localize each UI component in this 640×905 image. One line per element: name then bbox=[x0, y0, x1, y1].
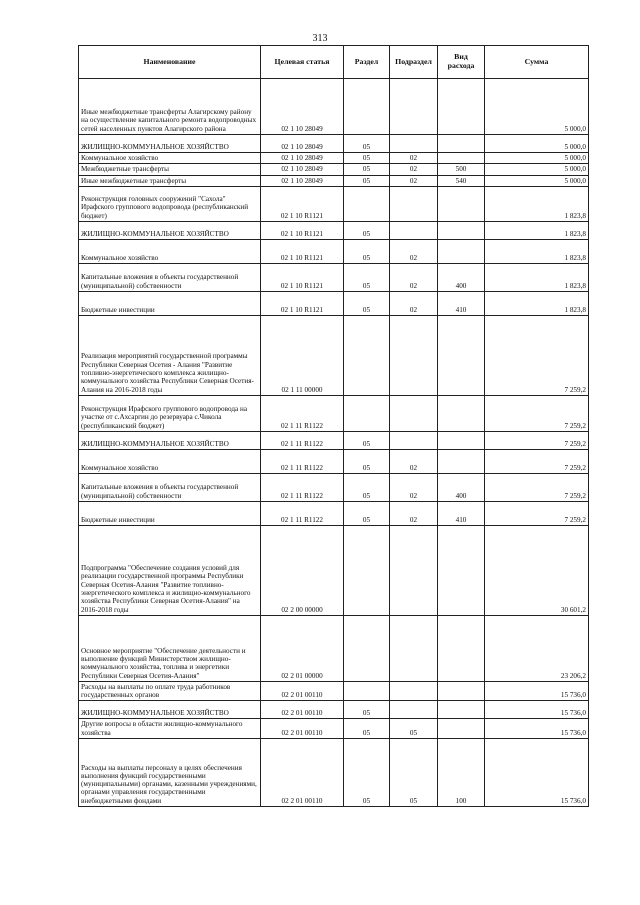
table-row bbox=[79, 175, 589, 186]
table-row bbox=[79, 681, 589, 701]
cell-type: 500 bbox=[438, 164, 485, 175]
cell-section: 05 bbox=[344, 449, 390, 473]
header-section: Раздел bbox=[344, 46, 390, 79]
cell-target: 02 2 01 00110 bbox=[261, 701, 344, 719]
table-row bbox=[79, 431, 589, 449]
cell-sum: 5 000,0 bbox=[485, 79, 589, 135]
cell-target: 02 2 01 00110 bbox=[261, 681, 344, 701]
cell-subsection: 05 bbox=[390, 719, 438, 739]
cell-subsection: 02 bbox=[390, 164, 438, 175]
table-row bbox=[79, 615, 589, 681]
cell-name: Бюджетные инвестиции bbox=[79, 501, 261, 525]
cell-target: 02 1 11 R1122 bbox=[261, 501, 344, 525]
header-sum: Сумма bbox=[485, 46, 589, 79]
header-name: Наименование bbox=[79, 46, 261, 79]
cell-type bbox=[438, 431, 485, 449]
cell-subsection bbox=[390, 431, 438, 449]
cell-type: 540 bbox=[438, 175, 485, 186]
cell-subsection bbox=[390, 186, 438, 221]
cell-target: 02 1 11 00000 bbox=[261, 315, 344, 395]
cell-target: 02 2 01 00110 bbox=[261, 738, 344, 806]
cell-sum: 15 736,0 bbox=[485, 701, 589, 719]
table-row bbox=[79, 473, 589, 501]
cell-name: Реконструкция Ирафского группового водопровода на участке от с.Ахсаргин до резервуара с.Чикола (республиканский бюджет) bbox=[79, 395, 261, 431]
cell-sum: 23 206,2 bbox=[485, 615, 589, 681]
cell-target: 02 1 10 R1121 bbox=[261, 263, 344, 291]
cell-type bbox=[438, 239, 485, 263]
cell-type bbox=[438, 681, 485, 701]
cell-section: 05 bbox=[344, 473, 390, 501]
cell-section: 05 bbox=[344, 291, 390, 315]
cell-name: Коммунальное хозяйство bbox=[79, 449, 261, 473]
cell-sum: 1 823,8 bbox=[485, 291, 589, 315]
cell-target: 02 1 10 R1121 bbox=[261, 291, 344, 315]
cell-subsection bbox=[390, 525, 438, 615]
cell-name: Капитальные вложения в объекты государственной (муниципальной) собственности bbox=[79, 263, 261, 291]
cell-section bbox=[344, 395, 390, 431]
cell-subsection: 02 bbox=[390, 263, 438, 291]
table-row bbox=[79, 153, 589, 164]
cell-target: 02 1 10 R1121 bbox=[261, 239, 344, 263]
cell-sum: 15 736,0 bbox=[485, 738, 589, 806]
cell-sum: 7 259,2 bbox=[485, 501, 589, 525]
cell-sum: 15 736,0 bbox=[485, 681, 589, 701]
cell-subsection bbox=[390, 701, 438, 719]
cell-sum: 5 000,0 bbox=[485, 153, 589, 164]
cell-section bbox=[344, 525, 390, 615]
cell-section: 05 bbox=[344, 239, 390, 263]
cell-sum: 5 000,0 bbox=[485, 135, 589, 153]
table-row bbox=[79, 395, 589, 431]
cell-name: ЖИЛИЩНО-КОММУНАЛЬНОЕ ХОЗЯЙСТВО bbox=[79, 221, 261, 239]
cell-type: 400 bbox=[438, 263, 485, 291]
cell-sum: 7 259,2 bbox=[485, 395, 589, 431]
cell-sum: 5 000,0 bbox=[485, 164, 589, 175]
cell-sum: 7 259,2 bbox=[485, 431, 589, 449]
budget-table bbox=[78, 45, 589, 807]
cell-name: ЖИЛИЩНО-КОММУНАЛЬНОЕ ХОЗЯЙСТВО bbox=[79, 135, 261, 153]
cell-sum: 7 259,2 bbox=[485, 473, 589, 501]
cell-name: Реализация мероприятий государственной программы Республики Северная Осетия - Алания "Развитие топливно-энергетического комплекса жилищно-коммунального хозяйства Республики Северная Осетия-Алания на 2016-2018 годы bbox=[79, 315, 261, 395]
cell-sum: 5 000,0 bbox=[485, 175, 589, 186]
cell-target: 02 2 00 00000 bbox=[261, 525, 344, 615]
cell-sum: 1 823,8 bbox=[485, 221, 589, 239]
table-row bbox=[79, 525, 589, 615]
cell-name: Межбюджетные трансферты bbox=[79, 164, 261, 175]
table-row bbox=[79, 449, 589, 473]
cell-target: 02 1 10 28049 bbox=[261, 153, 344, 164]
cell-type bbox=[438, 186, 485, 221]
cell-target: 02 1 10 28049 bbox=[261, 164, 344, 175]
cell-subsection: 02 bbox=[390, 153, 438, 164]
cell-target: 02 1 10 28049 bbox=[261, 79, 344, 135]
cell-target: 02 1 11 R1122 bbox=[261, 473, 344, 501]
cell-section: 05 bbox=[344, 153, 390, 164]
cell-subsection bbox=[390, 315, 438, 395]
cell-name: Реконструкция головных сооружений "Сахола" Ирафского группового водопровода (республиканский бюджет) bbox=[79, 186, 261, 221]
cell-type bbox=[438, 221, 485, 239]
cell-target: 02 1 10 28049 bbox=[261, 135, 344, 153]
cell-target: 02 1 10 28049 bbox=[261, 175, 344, 186]
cell-type bbox=[438, 719, 485, 739]
cell-type: 100 bbox=[438, 738, 485, 806]
cell-sum: 15 736,0 bbox=[485, 719, 589, 739]
cell-section bbox=[344, 79, 390, 135]
table-row bbox=[79, 738, 589, 806]
cell-section: 05 bbox=[344, 263, 390, 291]
table-body bbox=[79, 79, 589, 807]
cell-type: 410 bbox=[438, 501, 485, 525]
table-row bbox=[79, 263, 589, 291]
cell-subsection: 02 bbox=[390, 291, 438, 315]
cell-name: Основное мероприятие "Обеспечение деятельности и выполнение функций Министерством жилищно-коммунального хозяйства, топлива и энергетики Республики Северная Осетия-Алания" bbox=[79, 615, 261, 681]
cell-sum: 7 259,2 bbox=[485, 315, 589, 395]
cell-name: ЖИЛИЩНО-КОММУНАЛЬНОЕ ХОЗЯЙСТВО bbox=[79, 701, 261, 719]
cell-subsection: 02 bbox=[390, 501, 438, 525]
cell-subsection bbox=[390, 681, 438, 701]
cell-sum: 1 823,8 bbox=[485, 186, 589, 221]
table-row bbox=[79, 135, 589, 153]
cell-name: Другие вопросы в области жилищно-коммунального хозяйства bbox=[79, 719, 261, 739]
cell-sum: 7 259,2 bbox=[485, 449, 589, 473]
cell-target: 02 1 11 R1122 bbox=[261, 431, 344, 449]
table-row bbox=[79, 315, 589, 395]
cell-subsection bbox=[390, 135, 438, 153]
cell-type bbox=[438, 79, 485, 135]
cell-target: 02 1 10 R1121 bbox=[261, 186, 344, 221]
cell-name: Расходы на выплаты по оплате труда работников государственных органов bbox=[79, 681, 261, 701]
cell-section: 05 bbox=[344, 221, 390, 239]
cell-target: 02 2 01 00000 bbox=[261, 615, 344, 681]
cell-section: 05 bbox=[344, 719, 390, 739]
cell-name: Коммунальное хозяйство bbox=[79, 153, 261, 164]
cell-subsection: 02 bbox=[390, 175, 438, 186]
table-row bbox=[79, 221, 589, 239]
cell-subsection: 02 bbox=[390, 473, 438, 501]
cell-type bbox=[438, 315, 485, 395]
cell-section bbox=[344, 186, 390, 221]
table-row bbox=[79, 79, 589, 135]
table-row bbox=[79, 701, 589, 719]
cell-type: 410 bbox=[438, 291, 485, 315]
cell-section: 05 bbox=[344, 164, 390, 175]
cell-subsection bbox=[390, 79, 438, 135]
cell-name: ЖИЛИЩНО-КОММУНАЛЬНОЕ ХОЗЯЙСТВО bbox=[79, 431, 261, 449]
cell-subsection: 02 bbox=[390, 449, 438, 473]
cell-type bbox=[438, 153, 485, 164]
cell-target: 02 1 11 R1122 bbox=[261, 449, 344, 473]
cell-subsection: 05 bbox=[390, 738, 438, 806]
header-target: Целевая статья bbox=[261, 46, 344, 79]
cell-target: 02 1 11 R1122 bbox=[261, 395, 344, 431]
cell-name: Расходы на выплаты персоналу в целях обеспечения выполнения функций государственными (муниципальными) органами, казенными учреждениями, органами управления государственными внебюджетными фондами bbox=[79, 738, 261, 806]
cell-section bbox=[344, 615, 390, 681]
cell-section: 05 bbox=[344, 738, 390, 806]
cell-section: 05 bbox=[344, 501, 390, 525]
cell-sum: 1 823,8 bbox=[485, 239, 589, 263]
cell-type bbox=[438, 615, 485, 681]
cell-subsection: 02 bbox=[390, 239, 438, 263]
cell-subsection bbox=[390, 615, 438, 681]
cell-target: 02 2 01 00110 bbox=[261, 719, 344, 739]
header-subsection: Подраздел bbox=[390, 46, 438, 79]
cell-sum: 1 823,8 bbox=[485, 263, 589, 291]
table-row bbox=[79, 291, 589, 315]
cell-name: Иные межбюджетные трансферты Алагирскому району на осуществление капитального ремонта водопроводных сетей населенных пунктов Алагирского района bbox=[79, 79, 261, 135]
cell-type bbox=[438, 525, 485, 615]
cell-name: Капитальные вложения в объекты государственной (муниципальной) собственности bbox=[79, 473, 261, 501]
cell-type bbox=[438, 395, 485, 431]
table-row bbox=[79, 186, 589, 221]
cell-target: 02 1 10 R1121 bbox=[261, 221, 344, 239]
cell-sum: 30 601,2 bbox=[485, 525, 589, 615]
table-header-row bbox=[79, 46, 589, 79]
cell-type: 400 bbox=[438, 473, 485, 501]
cell-section bbox=[344, 315, 390, 395]
cell-name: Коммунальное хозяйство bbox=[79, 239, 261, 263]
cell-section: 05 bbox=[344, 135, 390, 153]
cell-type bbox=[438, 135, 485, 153]
cell-section: 05 bbox=[344, 701, 390, 719]
cell-subsection bbox=[390, 395, 438, 431]
cell-name: Иные межбюджетные трансферты bbox=[79, 175, 261, 186]
cell-section: 05 bbox=[344, 431, 390, 449]
table-row bbox=[79, 164, 589, 175]
table-row bbox=[79, 501, 589, 525]
cell-subsection bbox=[390, 221, 438, 239]
page-number: 313 bbox=[312, 33, 328, 44]
header-type: Вид расхода bbox=[438, 46, 485, 79]
table-row bbox=[79, 719, 589, 739]
cell-section bbox=[344, 681, 390, 701]
table-row bbox=[79, 239, 589, 263]
cell-type bbox=[438, 449, 485, 473]
cell-type bbox=[438, 701, 485, 719]
cell-section: 05 bbox=[344, 175, 390, 186]
cell-name: Подпрограмма "Обеспечение создания условий для реализации государственной программы Республики Северная Осетия-Алания "Развитие топливно-энергетического комплекса и жилищно-коммунального хозяйства Республики Северная Осетия-Алания" на 2016-2018 годы bbox=[79, 525, 261, 615]
cell-name: Бюджетные инвестиции bbox=[79, 291, 261, 315]
